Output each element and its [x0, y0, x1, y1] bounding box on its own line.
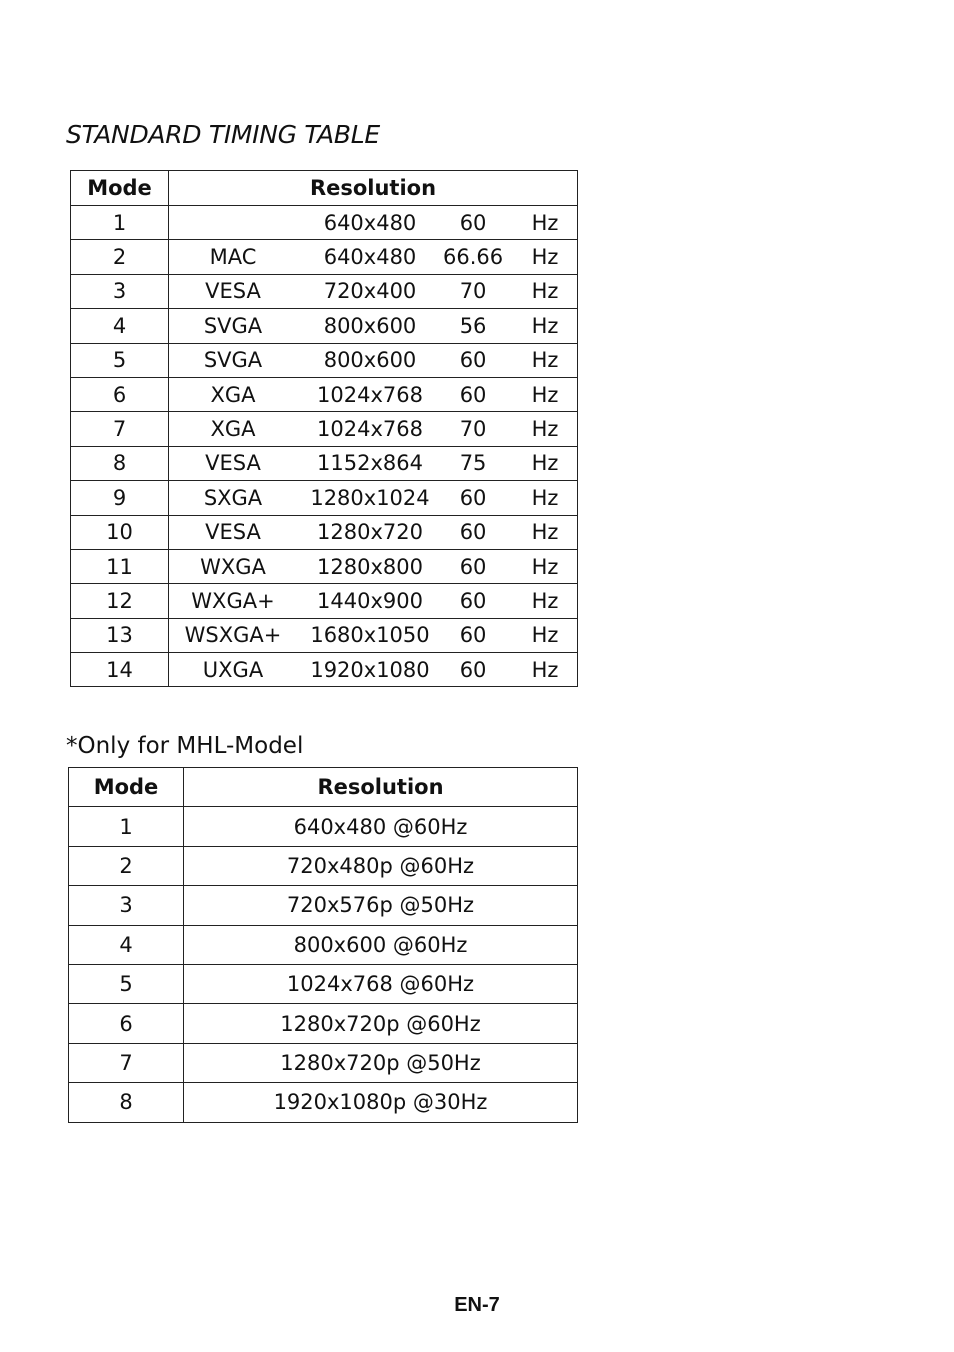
cell-mode: 11	[71, 549, 169, 583]
cell-standard: VESA	[169, 446, 298, 480]
cell-frequency: 70	[443, 412, 503, 446]
table-header-row	[69, 768, 578, 807]
standard-timing-table	[70, 170, 578, 687]
cell-resolution: 1152x864	[297, 446, 443, 480]
mhl-timing-table	[68, 767, 578, 1123]
cell-frequency: 60	[443, 549, 503, 583]
cell-mode: 3	[69, 886, 184, 925]
cell-resolution: 1280x720p @50Hz	[184, 1043, 578, 1082]
header-resolution: Resolution	[184, 768, 578, 807]
cell-resolution: 800x600	[297, 309, 443, 343]
cell-resolution: 1680x1050	[297, 618, 443, 652]
table-row	[69, 1043, 578, 1082]
cell-unit: Hz	[503, 549, 577, 583]
cell-resolution: 1024x768	[297, 377, 443, 411]
cell-unit: Hz	[503, 412, 577, 446]
table-row	[71, 481, 578, 515]
cell-frequency: 60	[443, 515, 503, 549]
table-row	[69, 964, 578, 1003]
cell-standard: VESA	[169, 274, 298, 308]
cell-mode: 14	[71, 653, 169, 687]
cell-mode: 13	[71, 618, 169, 652]
cell-mode: 1	[69, 807, 184, 846]
table-row	[71, 274, 578, 308]
cell-frequency: 60	[443, 618, 503, 652]
cell-resolution: 1920x1080p @30Hz	[184, 1083, 578, 1122]
cell-mode: 6	[69, 1004, 184, 1043]
cell-standard: XGA	[169, 412, 298, 446]
cell-mode: 5	[71, 343, 169, 377]
cell-unit: Hz	[503, 446, 577, 480]
cell-frequency: 66.66	[443, 240, 503, 274]
cell-mode: 9	[71, 481, 169, 515]
cell-standard: WXGA	[169, 549, 298, 583]
page-title: STANDARD TIMING TABLE	[66, 120, 380, 149]
cell-mode: 2	[69, 846, 184, 885]
cell-standard: SVGA	[169, 309, 298, 343]
table-row	[69, 886, 578, 925]
cell-unit: Hz	[503, 274, 577, 308]
table-row	[69, 1004, 578, 1043]
cell-frequency: 60	[443, 377, 503, 411]
cell-unit: Hz	[503, 515, 577, 549]
cell-resolution: 640x480	[297, 240, 443, 274]
cell-mode: 1	[71, 206, 169, 240]
cell-mode: 10	[71, 515, 169, 549]
cell-unit: Hz	[503, 343, 577, 377]
table-row	[69, 1083, 578, 1122]
cell-resolution: 640x480 @60Hz	[184, 807, 578, 846]
cell-standard	[169, 206, 298, 240]
cell-mode: 8	[71, 446, 169, 480]
cell-resolution: 800x600 @60Hz	[184, 925, 578, 964]
cell-frequency: 56	[443, 309, 503, 343]
page-number: EN-7	[454, 1294, 500, 1316]
cell-frequency: 60	[443, 206, 503, 240]
cell-mode: 8	[69, 1083, 184, 1122]
table-row	[71, 618, 578, 652]
table-row	[71, 584, 578, 618]
cell-mode: 7	[71, 412, 169, 446]
mhl-note: *Only for MHL-Model	[66, 733, 304, 759]
cell-resolution: 1440x900	[297, 584, 443, 618]
cell-mode: 4	[69, 925, 184, 964]
table-row	[71, 240, 578, 274]
cell-frequency: 60	[443, 343, 503, 377]
cell-standard: XGA	[169, 377, 298, 411]
cell-resolution: 1024x768	[297, 412, 443, 446]
cell-resolution: 1280x720	[297, 515, 443, 549]
cell-standard: SXGA	[169, 481, 298, 515]
table-row	[69, 925, 578, 964]
cell-mode: 2	[71, 240, 169, 274]
cell-standard: SVGA	[169, 343, 298, 377]
cell-unit: Hz	[503, 309, 577, 343]
cell-standard: VESA	[169, 515, 298, 549]
cell-resolution: 1024x768 @60Hz	[184, 964, 578, 1003]
cell-unit: Hz	[503, 653, 577, 687]
cell-mode: 5	[69, 964, 184, 1003]
table-row	[71, 515, 578, 549]
cell-resolution: 1280x1024	[297, 481, 443, 515]
table-row	[71, 412, 578, 446]
table-row	[71, 309, 578, 343]
table-row	[71, 343, 578, 377]
table-row	[71, 446, 578, 480]
cell-unit: Hz	[503, 206, 577, 240]
cell-resolution: 800x600	[297, 343, 443, 377]
cell-resolution: 720x576p @50Hz	[184, 886, 578, 925]
table-row	[69, 846, 578, 885]
table-header-row	[71, 171, 578, 206]
cell-frequency: 60	[443, 481, 503, 515]
cell-unit: Hz	[503, 584, 577, 618]
cell-standard: MAC	[169, 240, 298, 274]
table-row	[71, 377, 578, 411]
cell-resolution: 720x400	[297, 274, 443, 308]
table-row	[71, 653, 578, 687]
header-resolution: Resolution	[169, 171, 578, 206]
cell-standard: WSXGA+	[169, 618, 298, 652]
cell-resolution: 1280x800	[297, 549, 443, 583]
cell-unit: Hz	[503, 377, 577, 411]
cell-standard: UXGA	[169, 653, 298, 687]
cell-frequency: 60	[443, 584, 503, 618]
cell-frequency: 60	[443, 653, 503, 687]
cell-frequency: 70	[443, 274, 503, 308]
cell-resolution: 640x480	[297, 206, 443, 240]
cell-mode: 12	[71, 584, 169, 618]
cell-mode: 6	[71, 377, 169, 411]
cell-resolution: 1280x720p @60Hz	[184, 1004, 578, 1043]
table-row	[71, 549, 578, 583]
cell-unit: Hz	[503, 618, 577, 652]
cell-standard: WXGA+	[169, 584, 298, 618]
cell-mode: 3	[71, 274, 169, 308]
header-mode: Mode	[69, 768, 184, 807]
cell-resolution: 1920x1080	[297, 653, 443, 687]
table-row	[69, 807, 578, 846]
cell-mode: 7	[69, 1043, 184, 1082]
header-mode: Mode	[71, 171, 169, 206]
cell-mode: 4	[71, 309, 169, 343]
cell-unit: Hz	[503, 481, 577, 515]
cell-resolution: 720x480p @60Hz	[184, 846, 578, 885]
cell-unit: Hz	[503, 240, 577, 274]
table-row	[71, 206, 578, 240]
cell-frequency: 75	[443, 446, 503, 480]
